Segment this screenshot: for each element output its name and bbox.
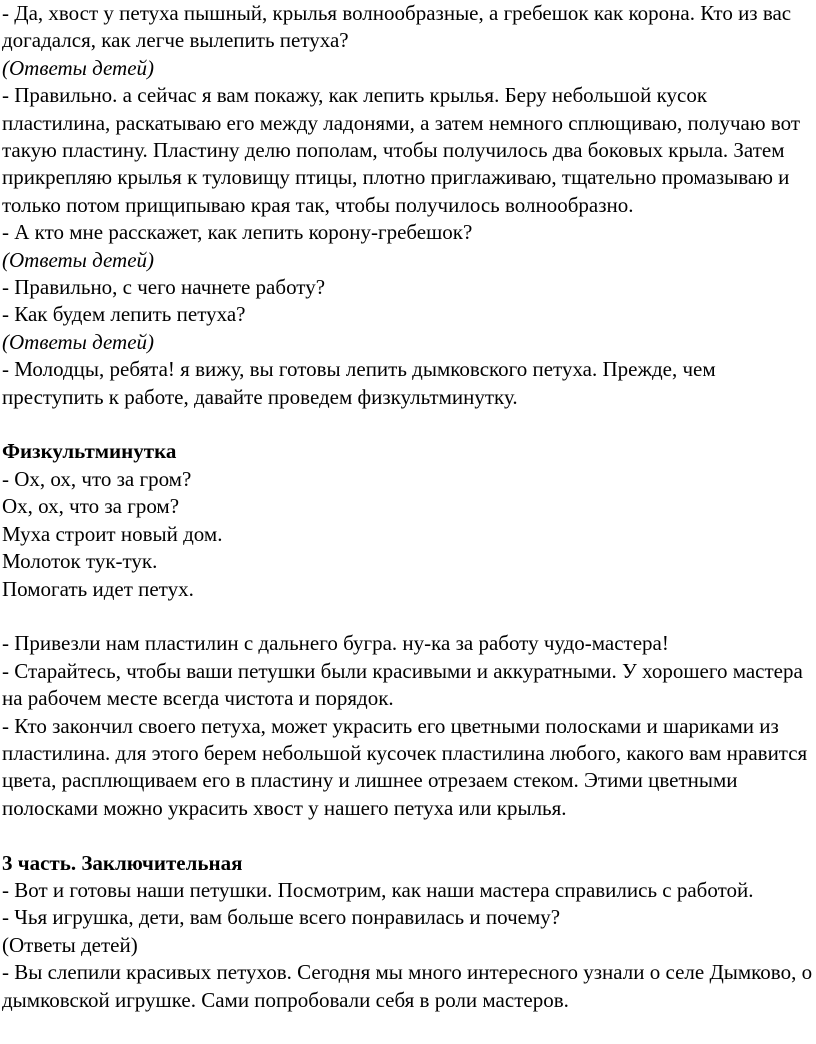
text-line: пластилина. для этого берем небольшой кусочек пластилина любого, какого вам нравится	[2, 740, 808, 765]
text-line: - Вот и готовы наши петушки. Посмотрим, как наши мастера справились с работой.	[2, 877, 754, 902]
text-line: - Ох, ох, что за гром?	[2, 466, 192, 491]
blank-line	[2, 603, 816, 630]
text-line: Муха строит новый дом.	[2, 521, 223, 546]
text-line: - Привезли нам пластилин с дальнего бугра. ну-ка за работу чудо-мастера!	[2, 631, 669, 656]
text-line: - Вы слепили красивых петухов. Сегодня мы много интересного узнали о селе Дымково, о	[2, 960, 813, 985]
text-line: пластилина, раскатываю его между ладонями, а затем немного сплющиваю, получаю вот	[2, 110, 800, 135]
text-line: Помогать идет петух.	[2, 576, 194, 601]
text-line: Молоток тук-тук.	[2, 549, 158, 574]
text-line: - Старайтесь, чтобы ваши петушки были красивыми и аккуратными. У хорошего мастера	[2, 658, 803, 683]
text-line: - Молодцы, ребята! я вижу, вы готовы лепить дымковского петуха. Прежде, чем	[2, 357, 716, 382]
text-line: - Да, хвост у петуха пышный, крылья волнообразные, а гребешок как корона. Кто из вас	[2, 1, 792, 25]
text-line: - Правильно, с чего начнете работу?	[2, 275, 326, 300]
text-line: такую пластину. Пластину делю пополам, чтобы получилось два боковых крыла. Затем	[2, 138, 785, 163]
text-line: Ох, ох, что за гром?	[2, 494, 180, 519]
text-line: на рабочем месте всегда чистота и порядок.	[2, 686, 394, 711]
text-line: цвета, расплющиваем его в пластину и лишнее отрезаем стеком. Этими цветными	[2, 768, 738, 793]
text-line: - Как будем лепить петуха?	[2, 302, 246, 327]
text-line: (Ответы детей)	[2, 55, 155, 80]
text-line: преступить к работе, давайте проведем физкультминутку.	[2, 384, 518, 409]
section-heading: Физкультминутка	[2, 439, 177, 464]
text-line: (Ответы детей)	[2, 329, 155, 354]
section-heading: 3 часть. Заключительная	[2, 850, 243, 875]
text-line: только потом прищипываю края так, чтобы получилось волнообразно.	[2, 192, 634, 217]
text-line: дымковской игрушке. Сами попробовали себя в роли мастеров.	[2, 987, 569, 1012]
text-line: полосками можно украсить хвост у нашего петуха или крылья.	[2, 795, 567, 820]
text-line: прикрепляю крылья к туловищу птицы, плотно приглаживаю, тщательно промазываю и	[2, 165, 790, 190]
blank-line	[2, 822, 816, 849]
text-line: - Правильно. а сейчас я вам покажу, как лепить крылья. Беру небольшой кусок	[2, 83, 708, 108]
text-line: - Кто закончил своего петуха, может украсить его цветными полосками и шариками из	[2, 713, 779, 738]
text-line: (Ответы детей)	[2, 932, 138, 957]
text-line: - А кто мне расскажет, как лепить корону-гребешок?	[2, 220, 473, 245]
text-line: (Ответы детей)	[2, 247, 155, 272]
blank-line	[2, 411, 816, 438]
text-line: догадался, как легче вылепить петуха?	[2, 28, 349, 53]
text-line: - Чья игрушка, дети, вам больше всего понравилась и почему?	[2, 905, 561, 930]
